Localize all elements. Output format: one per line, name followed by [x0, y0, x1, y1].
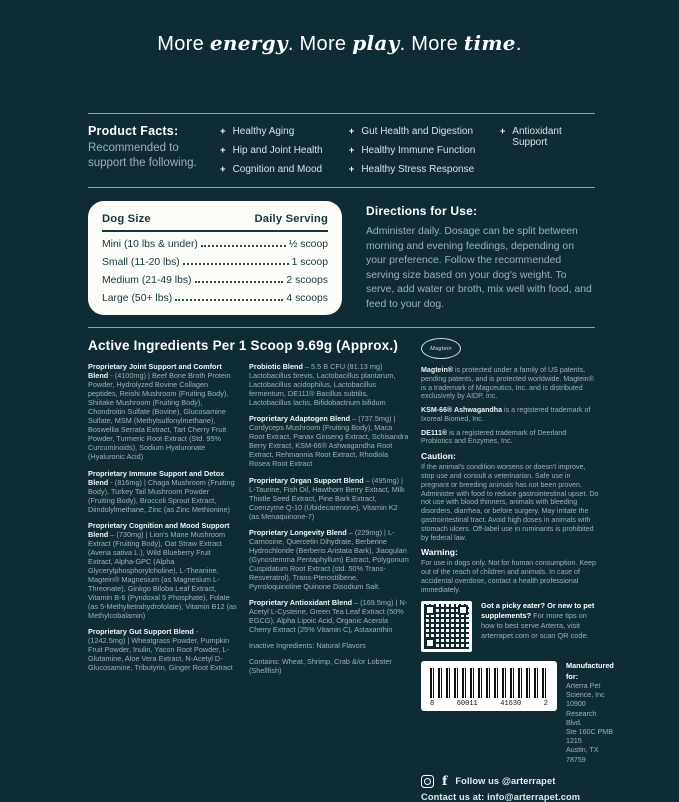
plus-bullet-icon: + — [499, 126, 506, 137]
qr-finder-icon — [425, 605, 435, 615]
active-ingredients-heading: Active Ingredients Per 1 Scoop 9.69g (Approx.) — [88, 338, 399, 353]
product-facts-subtitle: Recommended to support the following. — [88, 142, 197, 170]
qr-section — [421, 601, 599, 652]
ingredients-column-1 — [88, 362, 237, 680]
caution-body: If the animal's condition worsens or doesn't improve, stop use and consult a veterinarian. Safe use in pregnant or breeding animals has not been proven. Administer with food to reduce gastrointestinal upset. Do not use with blood thinners, animals with bleeding disorders, diarrhea, or before surgery. May irritate the gastrointestinal tract. Avoid high doses in animals with stomach ulcers. Off-label use in ruminants is prohibited by federal law. — [421, 463, 599, 542]
tagline — [0, 0, 679, 56]
directions-heading: Directions for Use: — [366, 204, 478, 218]
product-facts-section — [88, 114, 595, 187]
trademark-lead: DE111® — [421, 428, 448, 437]
tagline-segment: . More — [287, 33, 353, 55]
plus-bullet-icon: + — [348, 164, 355, 175]
dog-size-table — [88, 201, 342, 315]
qr-code — [421, 601, 472, 652]
blend-paragraph — [249, 362, 409, 407]
table-row — [102, 275, 328, 286]
serving-value: 1 scoop — [291, 257, 328, 268]
tagline-emphasis: time — [463, 31, 516, 55]
magtein-badge-icon: Magtein — [421, 338, 461, 359]
blend-paragraph — [249, 528, 409, 591]
product-facts-header — [88, 124, 204, 171]
fact-label: Hip and Joint Health — [232, 145, 323, 156]
instagram-icon — [421, 775, 434, 788]
facts-bullet-column — [349, 124, 484, 175]
blend-paragraph — [249, 476, 409, 521]
tagline-segment: . — [515, 33, 522, 55]
barcode-digits: 8 60011 41630 2 — [430, 700, 548, 709]
qr-caption-lead: Got a picky eater? Or new to pet supplements? — [481, 601, 595, 621]
fact-label: Healthy Aging — [232, 126, 295, 137]
blend-desc: - (1242.5mg) | Wheatgrass Powder, Pumpkin Fruit Powder, Inulin, Yacon Root Powder, L-Glutamine, Aloe Vera Extract, N-Acetyl D-Glucosamine, Tributyrin, Ginger Root Extract — [88, 627, 233, 673]
blend-name: Probiotic Blend — [249, 362, 303, 371]
manufacturer-line: Austin, TX 78759 — [566, 746, 599, 764]
dog-size-label: Medium (21-49 lbs) — [102, 275, 192, 286]
ingredients-column-2 — [249, 362, 409, 682]
fact-label: Antioxidant Support — [512, 126, 562, 148]
blend-name: Proprietary Longevity Blend — [249, 527, 347, 537]
trademark-lead: Magtein® — [421, 366, 454, 374]
warning-heading: Warning: — [421, 547, 458, 558]
tagline-emphasis: play — [352, 31, 400, 55]
manufacturer-line: 10900 Research Blvd. — [566, 700, 597, 727]
trademark-rest: is a registered trademark of Ixoreal Biomed, Inc. — [421, 406, 591, 423]
column-header-dog-size: Dog Size — [102, 213, 151, 225]
barcode-bars-icon — [430, 668, 548, 698]
table-row — [102, 239, 328, 250]
blend-name: Proprietary Organ Support Blend — [249, 475, 364, 485]
plus-bullet-icon: + — [348, 126, 355, 137]
manufacturer-heading: Manufactured for: — [566, 661, 614, 681]
table-header-row — [102, 213, 328, 232]
plus-bullet-icon: + — [220, 126, 226, 137]
directions-section — [366, 201, 595, 312]
fact-label: Healthy Stress Response — [361, 164, 475, 175]
blend-name: Proprietary Cognition and Mood Support Blend — [88, 520, 230, 539]
dot-leader — [183, 263, 289, 265]
plus-bullet-icon: + — [220, 145, 226, 156]
blend-desc: – (730mg) | Lion's Mane Mushroom Extract (Fruiting Body), Oat Straw Extract (Avena sativa L.), Wild Blueberry Fruit Extract, Alpha-GPC (Alpha Glycerylphosphorylcholine), L-Theanine, Magtein® Magnesium (as Magnesium L-Threonate), Ginkgo Biloba Leaf Extract, Vitamin B-6 (Pyridoxal 5 Phosphate), Folate (as 5-Methyltetrahydrofolate), Vitamin B12 (as Methylcobalamin) — [88, 529, 237, 621]
divider — [88, 327, 595, 328]
blend-name: Proprietary Joint Support and Comfort Blend — [88, 362, 222, 381]
qr-caption — [481, 601, 599, 640]
fact-item — [349, 126, 484, 137]
blend-name: Proprietary Immune Support and Detox Blend — [88, 468, 225, 487]
serving-value: ½ scoop — [288, 239, 328, 250]
dog-size-label: Large (50+ lbs) — [102, 293, 173, 304]
plus-bullet-icon: + — [348, 145, 355, 156]
blend-name: Proprietary Gut Support Blend — [88, 627, 194, 637]
blend-desc: – 5.5 B CFU (81.13 mg) Lactobacillus brevis, Lactobacillus plantarum, Lactobacillus acidophilus, Lactobacillus fermentum, DE111® Bacillus subtilis, Lactobacillus lactis, Bifidobactrium bifidum — [249, 362, 396, 408]
fact-label: Gut Health and Digestion — [361, 126, 474, 137]
blend-paragraph — [88, 362, 237, 462]
blend-paragraph — [88, 627, 237, 672]
trademark-note — [421, 406, 599, 424]
plus-bullet-icon: + — [220, 164, 226, 175]
caution-heading: Caution: — [421, 451, 456, 462]
facts-bullet-column — [220, 124, 333, 175]
fact-item — [349, 164, 484, 175]
serving-section — [88, 188, 595, 327]
serving-value: 2 scoops — [286, 275, 328, 286]
directions-body: Administer daily. Dosage can be split between morning and evening feedings, depending on your preference. Follow the recommended serving size based on your dog's weight. To serve, add water or broth, mix well with food, and feed to your dog. — [366, 226, 592, 310]
qr-caption-rest: For more tips on how to best serve Arterra, visit arterrapet.com or scan QR code. — [481, 611, 589, 640]
trademark-rest: is a registered trademark of Deerland Probiotics and Enzymes, Inc. — [421, 428, 567, 446]
dog-size-label: Small (11-20 lbs) — [102, 257, 180, 268]
blend-desc: – (169.5mg) | N-Acetyl L-Cysteine, Green Tea Leaf Extract (50% EGCG), Alpha Lipoic Acid, Organic Acerola Cherry Extract (25% Vitamin C), Astaxanthin — [249, 598, 408, 635]
barcode — [421, 661, 557, 711]
social-row — [421, 775, 599, 788]
tagline-segment: . More — [399, 33, 464, 55]
blend-desc: – (495mg) | L-Taurine, Fish Oil, Hawthorn Berry Extract, Milk Thistle Seed Extract, Pine Bark Extract, Coenzyme Q-10 (Ubidecarenone), Vitamin K2 (as Menaquinone-7) — [249, 475, 405, 521]
blend-desc: - (816mg) | Chaga Mushroom (Fruiting Body), Turkey Tail Mushroom Powder (Fruiting Body), Broccoli Sprout Extract, Diindolylmethane, Zinc (as Zinc Methionine) — [88, 477, 235, 514]
warning-body: For use in dogs only. Not for human consumption. Keep out of the reach of children and animals. In case of accidental overdose, contact a health professional immediately. — [421, 559, 596, 594]
follow-text: Follow us @arterrapet — [455, 776, 556, 787]
qr-finder-icon — [425, 638, 435, 648]
blend-desc: – (737.5mg) | Cordyceps Mushroom (Fruiting Body), Maca Root Extract, Panax Ginseng Extract, Schisandra Berry Extract, KSM-66® Ashwagandha Root Extract, Rehmannia Root Extract, Rhodiola Rosea Root Extract — [249, 414, 409, 469]
dot-leader — [175, 299, 283, 301]
blend-paragraph — [88, 469, 237, 514]
blend-paragraph — [88, 521, 237, 621]
inactive-ingredients: Inactive Ingredients: Natural Flavors — [249, 641, 366, 651]
fact-item — [220, 126, 333, 137]
dot-leader — [195, 281, 284, 283]
manufacturer-line: Ste 160C PMB 1215 — [566, 727, 613, 746]
contact-text: Contact us at: info@arterrapet.com — [421, 791, 581, 802]
trademark-lead: KSM-66® Ashwagandha — [421, 406, 503, 415]
barcode-section — [421, 661, 614, 764]
dot-leader — [201, 245, 286, 247]
fact-item — [349, 145, 484, 156]
table-row — [102, 293, 328, 304]
allergen-statement: Contains: Wheat, Shrimp, Crab &/or Lobster (Shellfish) — [249, 657, 392, 676]
trademark-rest: is protected under a family of US patents, pending patents, and is protected worldwide. Magtein® is a trademark of Magceutics, Inc. and is distributed exclusively by AIDP, Inc. — [421, 366, 594, 401]
facebook-icon: f — [442, 773, 448, 789]
dog-size-label: Mini (10 lbs & under) — [102, 239, 198, 250]
column-header-daily-serving: Daily Serving — [254, 213, 328, 225]
trademark-note — [421, 429, 599, 447]
qr-finder-icon — [458, 605, 468, 615]
blend-paragraph — [249, 598, 409, 634]
blend-desc: - (4100mg) | Beef Bone Broth Protein Powder, Hydrolyzed Bovine Collagen peptides, Reishi Mushroom (Fruiting Body), Shiitake Mushroom (Fruiting Body), Chondroitin Sulfate (Bovine), Glucosamine Sulfate, MSM (Methylsulfonylmethane), Boswellia Serrata Extract, Tart Cherry Fruit Powder, Turmeric Root Extract (Std. 95% Curcuminoids), Sodium Hyaluronate (Hyaluronic Acid) — [88, 371, 231, 462]
fact-item — [500, 126, 595, 148]
blend-name: Proprietary Adaptogen Blend — [249, 414, 351, 424]
tagline-emphasis: energy — [209, 31, 288, 55]
tagline-segment: More — [157, 33, 210, 55]
fact-item — [220, 164, 333, 175]
manufacturer-line: Arterra Pet Science, Inc — [566, 681, 605, 700]
blend-name: Proprietary Antioxidant Blend — [249, 598, 353, 608]
facts-bullet-column — [500, 124, 595, 148]
fact-label: Healthy Immune Function — [361, 145, 476, 156]
product-facts-title: Product Facts: — [88, 124, 179, 138]
fact-item — [220, 145, 333, 156]
blend-desc: – (229mg) | L-Carnosine, Quercetin Dihydrate, Berberine Hydrochloride (Berberis Aristata Bark), Jiaogulan (Gynostemma Pentaphyllum) Extract, Polygonum Cuspidatum Root Extract (std. 50% Trans-Resveratrol), Trans-Pterostilbene, Pyrroloquinoline Quinone Disodium Salt. — [249, 527, 409, 592]
serving-value: 4 scoops — [286, 293, 328, 304]
table-row — [102, 257, 328, 268]
trademark-note — [421, 366, 599, 401]
fact-label: Cognition and Mood — [232, 164, 323, 175]
ingredients-column-3 — [421, 338, 614, 802]
manufacturer-info — [566, 661, 614, 764]
blend-paragraph — [249, 414, 409, 468]
